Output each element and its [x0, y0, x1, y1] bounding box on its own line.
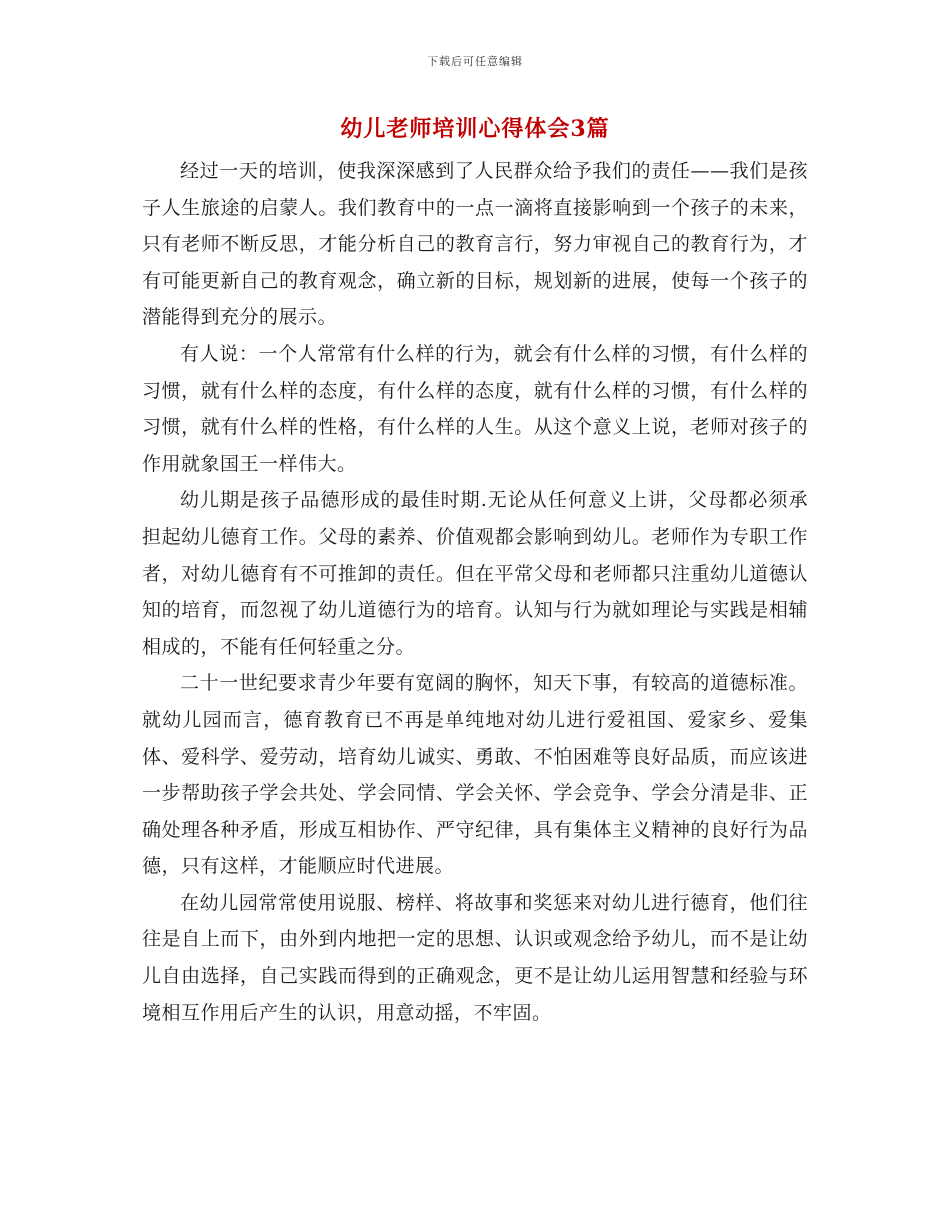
header-note: 下载后可任意编辑	[427, 55, 523, 68]
document-title: 幼儿老师培训心得体会3篇	[340, 116, 610, 142]
paragraph: 二十一世纪要求青少年要有宽阔的胸怀，知天下事，有较高的道德标准。就幼儿园而言，德育教育已不再是单纯地对幼儿进行爱祖国、爱家乡、爱集体、爱科学、爱劳动，培育幼儿诚实、勇敢、不怕困难等良好品质，而应该进一步帮助孩子学会共处、学会同情、学会关怀、学会竞争、学会分清是非、正确处理各种矛盾，形成互相协作、严守纪律，具有集体主义精神的良好行为品德，只有这样，才能顺应时代进展。	[142, 672, 808, 878]
paragraph: 在幼儿园常常使用说服、榜样、将故事和奖惩来对幼儿进行德育，他们往往是自上而下，由外到内地把一定的思想、认识或观念给予幼儿，而不是让幼儿自由选择，自己实践而得到的正确观念，更不是让幼儿运用智慧和经验与环境相互作用后产生的认识，用意动摇，不牢固。	[142, 891, 808, 1024]
paragraph: 幼儿期是孩子品德形成的最佳时期.无论从任何意义上讲，父母都必须承担起幼儿德育工作。父母的素养、价值观都会影响到幼儿。老师作为专职工作者，对幼儿德育有不可推卸的责任。但在平常父母和老师都只注重幼儿道德认知的培育，而忽视了幼儿道德行为的培育。认知与行为就如理论与实践是相辅相成的，不能有任何轻重之分。	[142, 489, 808, 658]
document-body	[142, 153, 808, 1031]
paragraph: 经过一天的培训，使我深深感到了人民群众给予我们的责任——我们是孩子人生旅途的启蒙人。我们教育中的一点一滴将直接影响到一个孩子的未来，只有老师不断反思，才能分析自己的教育言行，努力审视自己的教育行为，才有可能更新自己的教育观念，确立新的目标，规划新的进展，使每一个孩子的潜能得到充分的展示。	[142, 160, 808, 329]
paragraph: 有人说：一个人常常有什么样的行为，就会有什么样的习惯，有什么样的习惯，就有什么样的态度，有什么样的态度，就有什么样的习惯，有什么样的习惯，就有什么样的性格，有什么样的人生。从这个意义上说，老师对孩子的作用就象国王一样伟大。	[142, 342, 808, 475]
